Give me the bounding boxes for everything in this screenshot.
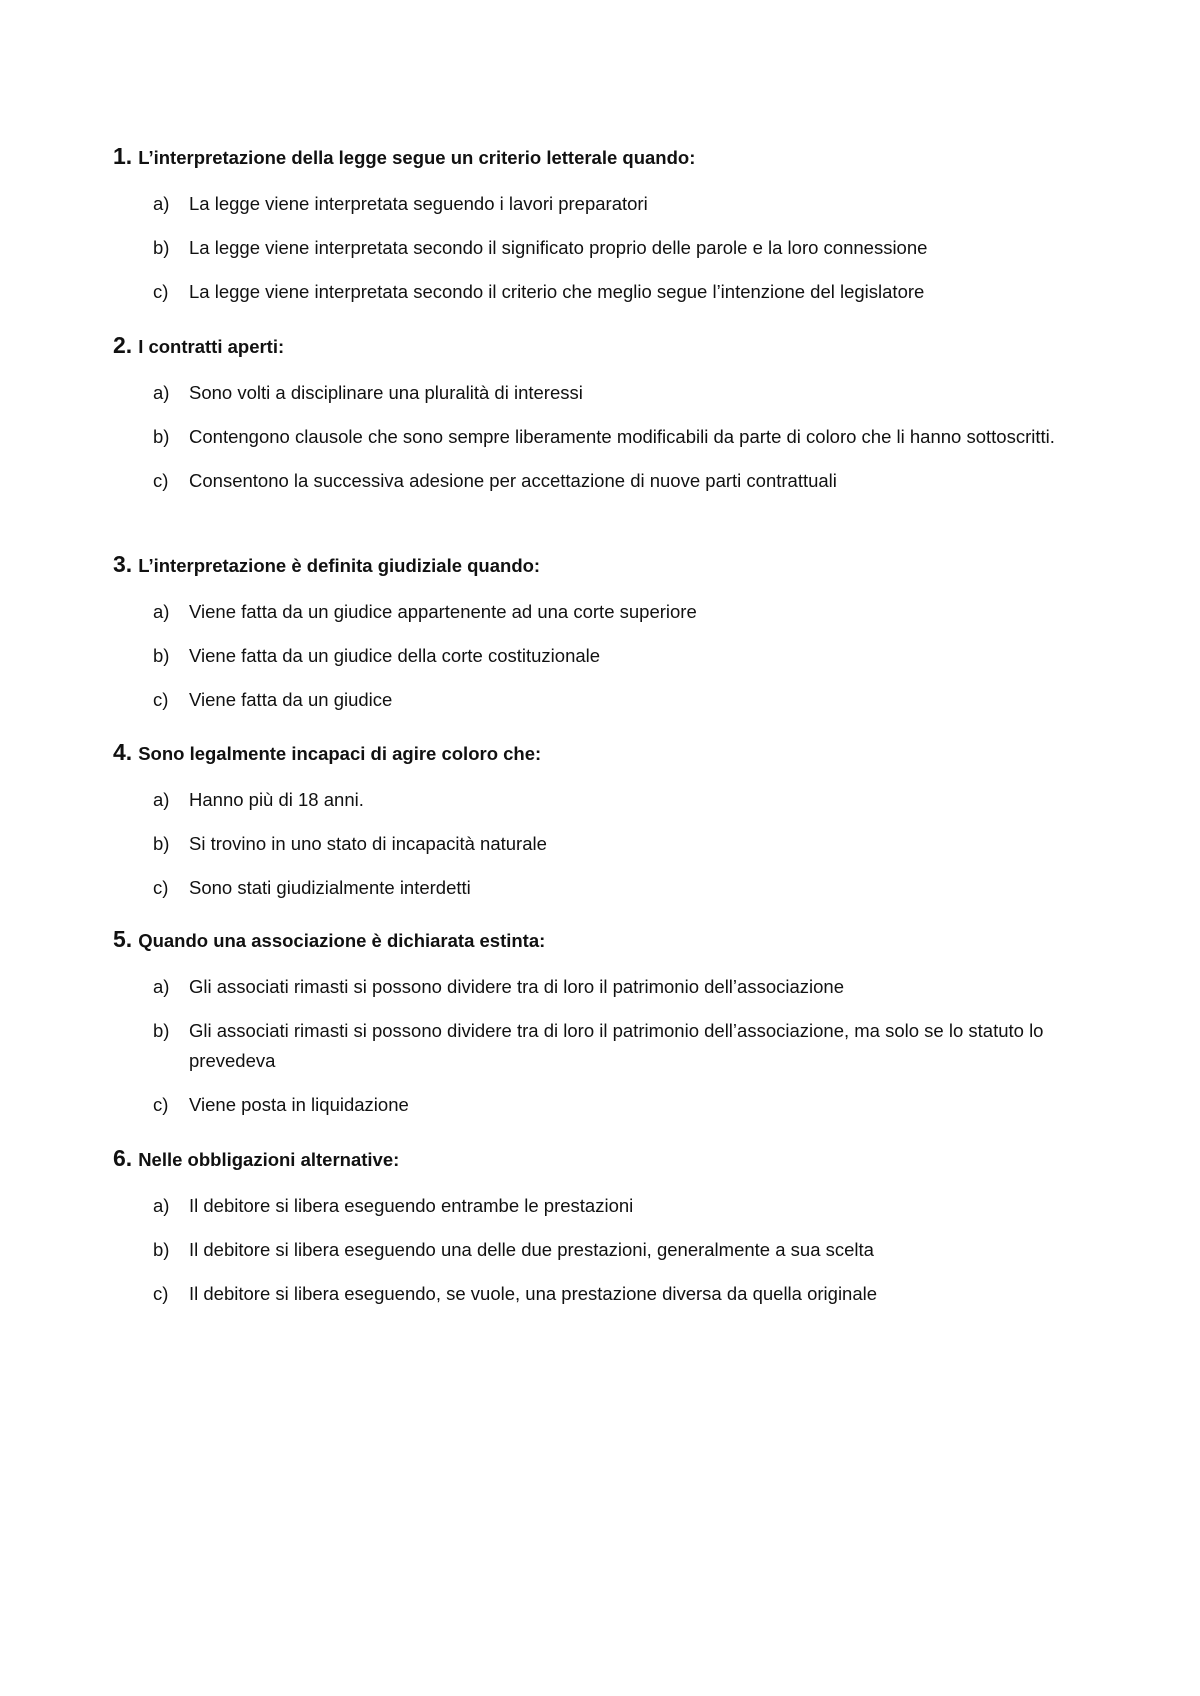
- option-b: [113, 233, 1073, 263]
- option-text: La legge viene interpretata secondo il significato proprio delle parole e la loro connessione: [189, 237, 928, 258]
- question-text: L’interpretazione è definita giudiziale quando:: [138, 555, 541, 576]
- question-number: 1: [113, 143, 126, 169]
- question-6: [113, 1145, 1073, 1309]
- option-c: [113, 466, 1073, 496]
- option-a: [113, 785, 1073, 815]
- option-label: a): [153, 789, 170, 810]
- option-a: [113, 597, 1073, 627]
- option-b: [113, 422, 1073, 452]
- option-a: [113, 972, 1073, 1002]
- option-text: Il debitore si libera eseguendo una delle due prestazioni, generalmente a sua scelta: [189, 1239, 874, 1260]
- option-c: [113, 873, 1073, 903]
- option-b: [113, 829, 1073, 859]
- option-text: Viene fatta da un giudice: [189, 689, 393, 710]
- option-a: [113, 189, 1073, 219]
- option-c: [113, 1279, 1073, 1309]
- option-text: La legge viene interpretata seguendo i lavori preparatori: [189, 193, 648, 214]
- option-label: c): [153, 1094, 169, 1115]
- option-a: [113, 378, 1073, 408]
- option-b: [113, 1235, 1073, 1265]
- option-label: c): [153, 877, 169, 898]
- question-2: [113, 332, 1073, 496]
- option-label: b): [153, 237, 170, 258]
- option-label: a): [153, 976, 170, 997]
- question-heading: 3 . L’interpretazione è definita giudiziale quando:: [113, 551, 541, 577]
- option-c: [113, 685, 1073, 715]
- option-a: [113, 1191, 1073, 1221]
- question-number: 4: [113, 739, 126, 765]
- option-text: La legge viene interpretata secondo il criterio che meglio segue l’intenzione del legislatore: [189, 281, 925, 302]
- option-text: Sono volti a disciplinare una pluralità di interessi: [189, 382, 583, 403]
- question-heading: 5 . Quando una associazione è dichiarata estinta:: [113, 926, 546, 952]
- option-label: a): [153, 1195, 170, 1216]
- option-label: b): [153, 1020, 170, 1041]
- question-heading: 2 . I contratti aperti:: [113, 332, 285, 358]
- option-label: b): [153, 1239, 170, 1260]
- option-b: [113, 1016, 1073, 1076]
- question-5: [113, 926, 1073, 1120]
- option-text: Il debitore si libera eseguendo entrambe le prestazioni: [189, 1195, 634, 1216]
- question-1: [113, 143, 1073, 307]
- option-label: c): [153, 281, 169, 302]
- option-text: Viene fatta da un giudice della corte costituzionale: [189, 645, 601, 666]
- question-heading: 4 . Sono legalmente incapaci di agire coloro che:: [113, 739, 542, 765]
- option-text: Gli associati rimasti si possono dividere tra di loro il patrimonio dell’associazione, ma solo se lo statuto lo prevedeva: [189, 1020, 1044, 1071]
- option-text: Si trovino in uno stato di incapacità naturale: [189, 833, 547, 854]
- option-label: b): [153, 833, 170, 854]
- option-label: a): [153, 601, 170, 622]
- question-number: 2: [113, 332, 126, 358]
- option-c: [113, 277, 1073, 307]
- option-text: Sono stati giudizialmente interdetti: [189, 877, 471, 898]
- option-c: [113, 1090, 1073, 1120]
- question-3: [113, 551, 1073, 715]
- option-label: b): [153, 426, 170, 447]
- option-text: Hanno più di 18 anni.: [189, 789, 364, 810]
- option-label: c): [153, 689, 169, 710]
- option-text: Gli associati rimasti si possono dividere tra di loro il patrimonio dell’associazione: [189, 976, 844, 997]
- option-label: c): [153, 1283, 169, 1304]
- option-text: Viene posta in liquidazione: [189, 1094, 409, 1115]
- option-label: b): [153, 645, 170, 666]
- question-text: Quando una associazione è dichiarata estinta:: [138, 930, 546, 951]
- option-b: [113, 641, 1073, 671]
- option-label: a): [153, 193, 170, 214]
- question-text: Nelle obbligazioni alternative:: [138, 1149, 400, 1170]
- option-label: c): [153, 470, 169, 491]
- option-label: a): [153, 382, 170, 403]
- question-text: Sono legalmente incapaci di agire coloro che:: [138, 743, 542, 764]
- question-heading: 6 . Nelle obbligazioni alternative:: [113, 1145, 400, 1171]
- question-number: 5: [113, 926, 126, 952]
- option-text: Il debitore si libera eseguendo, se vuole, una prestazione diversa da quella originale: [189, 1283, 878, 1304]
- option-text: Viene fatta da un giudice appartenente ad una corte superiore: [189, 601, 697, 622]
- question-heading: 1 . L’interpretazione della legge segue un criterio letterale quando:: [113, 143, 696, 169]
- question-number: 3: [113, 551, 126, 577]
- question-number: 6: [113, 1145, 126, 1171]
- question-4: [113, 739, 1073, 903]
- question-text: L’interpretazione della legge segue un criterio letterale quando:: [138, 147, 696, 168]
- option-text: Contengono clausole che sono sempre liberamente modificabili da parte di coloro che li hanno sottoscritti.: [189, 426, 1055, 447]
- option-text: Consentono la successiva adesione per accettazione di nuove parti contrattuali: [189, 470, 837, 491]
- question-text: I contratti aperti:: [138, 336, 285, 357]
